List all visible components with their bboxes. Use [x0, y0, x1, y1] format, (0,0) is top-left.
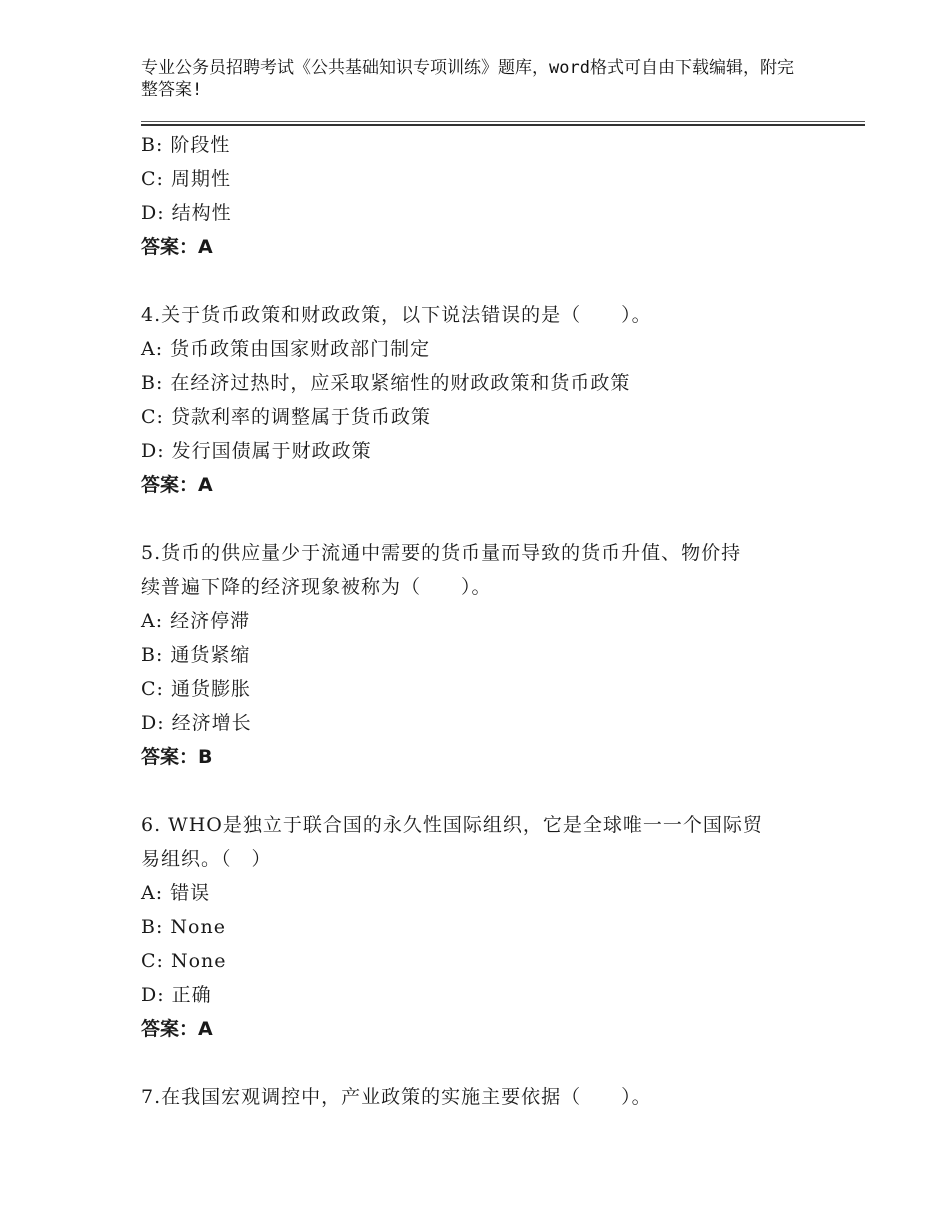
question-text-line-1: 5.货币的供应量少于流通中需要的货币量而导致的货币升值、物价持 [141, 542, 742, 564]
question-4 [141, 298, 821, 502]
option-c: C: None [141, 950, 227, 972]
option-a: A: 经济停滞 [141, 610, 251, 632]
document-header [141, 57, 801, 101]
option-b: B: 通货紧缩 [141, 644, 251, 666]
answer: 答案：B [141, 746, 213, 768]
question-text: 4.关于货币政策和财政政策，以下说法错误的是（ ）。 [141, 304, 652, 326]
answer: 答案：A [141, 474, 213, 496]
option-c: C: 通货膨胀 [141, 678, 251, 700]
question-text: 7.在我国宏观调控中，产业政策的实施主要依据（ ）。 [141, 1086, 652, 1108]
option-a: A: 错误 [141, 882, 211, 904]
option-b: B: 在经济过热时，应采取紧缩性的财政政策和货币政策 [141, 372, 631, 394]
option-d: D: 结构性 [141, 202, 232, 224]
option-c: C: 贷款利率的调整属于货币政策 [141, 406, 431, 428]
option-c: C: 周期性 [141, 168, 231, 190]
option-d: D: 经济增长 [141, 712, 252, 734]
question-5 [141, 536, 821, 774]
question-list [141, 128, 821, 1114]
option-a: A: 货币政策由国家财政部门制定 [141, 338, 431, 360]
question-text-line-1: 6. WHO是独立于联合国的永久性国际组织，它是全球唯一一个国际贸 [141, 814, 763, 836]
answer: 答案：A [141, 236, 213, 258]
spacer [141, 1046, 821, 1080]
answer: 答案：A [141, 1018, 213, 1040]
option-b: B: None [141, 916, 226, 938]
question-7 [141, 1080, 821, 1114]
option-d: D: 发行国债属于财政政策 [141, 440, 372, 462]
header-text: 专业公务员招聘考试《公共基础知识专项训练》题库，word格式可自由下载编辑，附完整答案! [141, 58, 794, 100]
option-d: D: 正确 [141, 984, 212, 1006]
question-3 [141, 128, 821, 264]
question-6 [141, 808, 821, 1046]
header-rule-thin [141, 121, 865, 122]
spacer [141, 502, 821, 536]
spacer [141, 264, 821, 298]
question-text-line-2: 续普遍下降的经济现象被称为（ ）。 [141, 576, 492, 598]
option-b: B: 阶段性 [141, 134, 231, 156]
question-text-line-2: 易组织。（ ） [141, 848, 272, 870]
header-rule-thick [141, 124, 865, 126]
spacer [141, 774, 821, 808]
